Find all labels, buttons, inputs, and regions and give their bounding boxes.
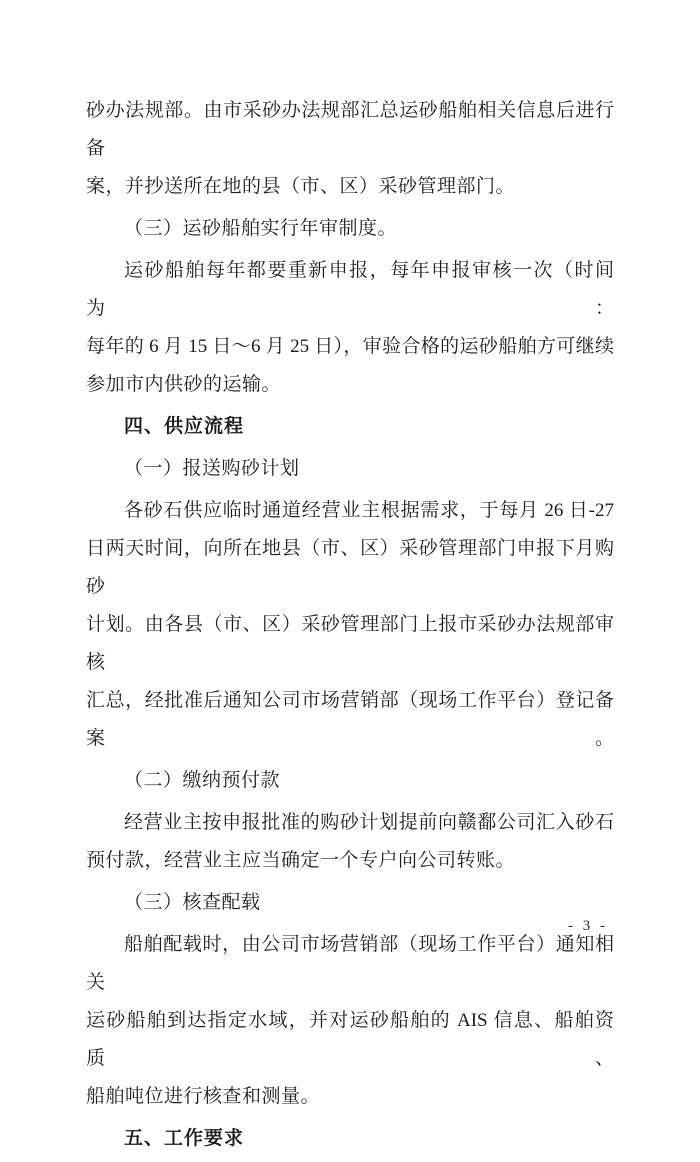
- paragraph: [86, 926, 614, 1116]
- heading-line: 五、工作要求: [124, 1128, 245, 1149]
- page-number: - 3 -: [568, 918, 608, 934]
- text-line: （一）报送购砂计划: [124, 458, 300, 479]
- text-line: 经营业主按申报批准的购砂计划提前向赣鄱公司汇入砂石: [124, 812, 614, 833]
- paragraph: [86, 762, 614, 800]
- paragraph: [86, 252, 614, 404]
- text-line: 参加市内供砂的运输。: [86, 374, 282, 395]
- section-heading: [86, 408, 614, 446]
- text-line: 案，并抄送所在地的县（市、区）采砂管理部门。: [86, 176, 516, 197]
- section-heading: [86, 1120, 614, 1158]
- text-line: 砂办法规部。由市采砂办法规部汇总运砂船舶相关信息后进行备: [86, 100, 614, 159]
- text-line: 预付款，经营业主应当确定一个专户向公司转账。: [86, 850, 516, 871]
- text-line: 各砂石供应临时通道经营业主根据需求，于每月 26 日-27: [124, 500, 614, 521]
- paragraph: [86, 92, 614, 206]
- text-line: 汇总，经批准后通知公司市场营销部（现场工作平台）登记备案。: [86, 690, 614, 749]
- paragraph: [86, 884, 614, 922]
- text-line: 每年的 6 月 15 日～6 月 25 日），审验合格的运砂船舶方可继续: [86, 336, 614, 357]
- text-line: 船舶吨位进行核查和测量。: [86, 1086, 321, 1107]
- text-line: 运砂船舶每年都要重新申报，每年申报审核一次（时间为：: [86, 260, 614, 319]
- text-line: 运砂船舶到达指定水域，并对运砂船舶的 AIS 信息、船舶资质、: [86, 1010, 614, 1069]
- text-line: 计划。由各县（市、区）采砂管理部门上报市采砂办法规部审核: [86, 614, 614, 673]
- text-line: （三）核查配载: [124, 892, 261, 913]
- heading-line: 四、供应流程: [124, 416, 245, 437]
- text-line: （二）缴纳预付款: [124, 770, 281, 791]
- text-line: （三）运砂船舶实行年审制度。: [124, 218, 398, 239]
- paragraph: [86, 450, 614, 488]
- paragraph: [86, 804, 614, 880]
- text-line: 船舶配载时，由公司市场营销部（现场工作平台）通知相关: [86, 934, 614, 993]
- paragraph: [86, 492, 614, 758]
- paragraph: [86, 210, 614, 248]
- document-body: [86, 92, 614, 1162]
- text-line: 日两天时间，向所在地县（市、区）采砂管理部门申报下月购砂: [86, 538, 614, 597]
